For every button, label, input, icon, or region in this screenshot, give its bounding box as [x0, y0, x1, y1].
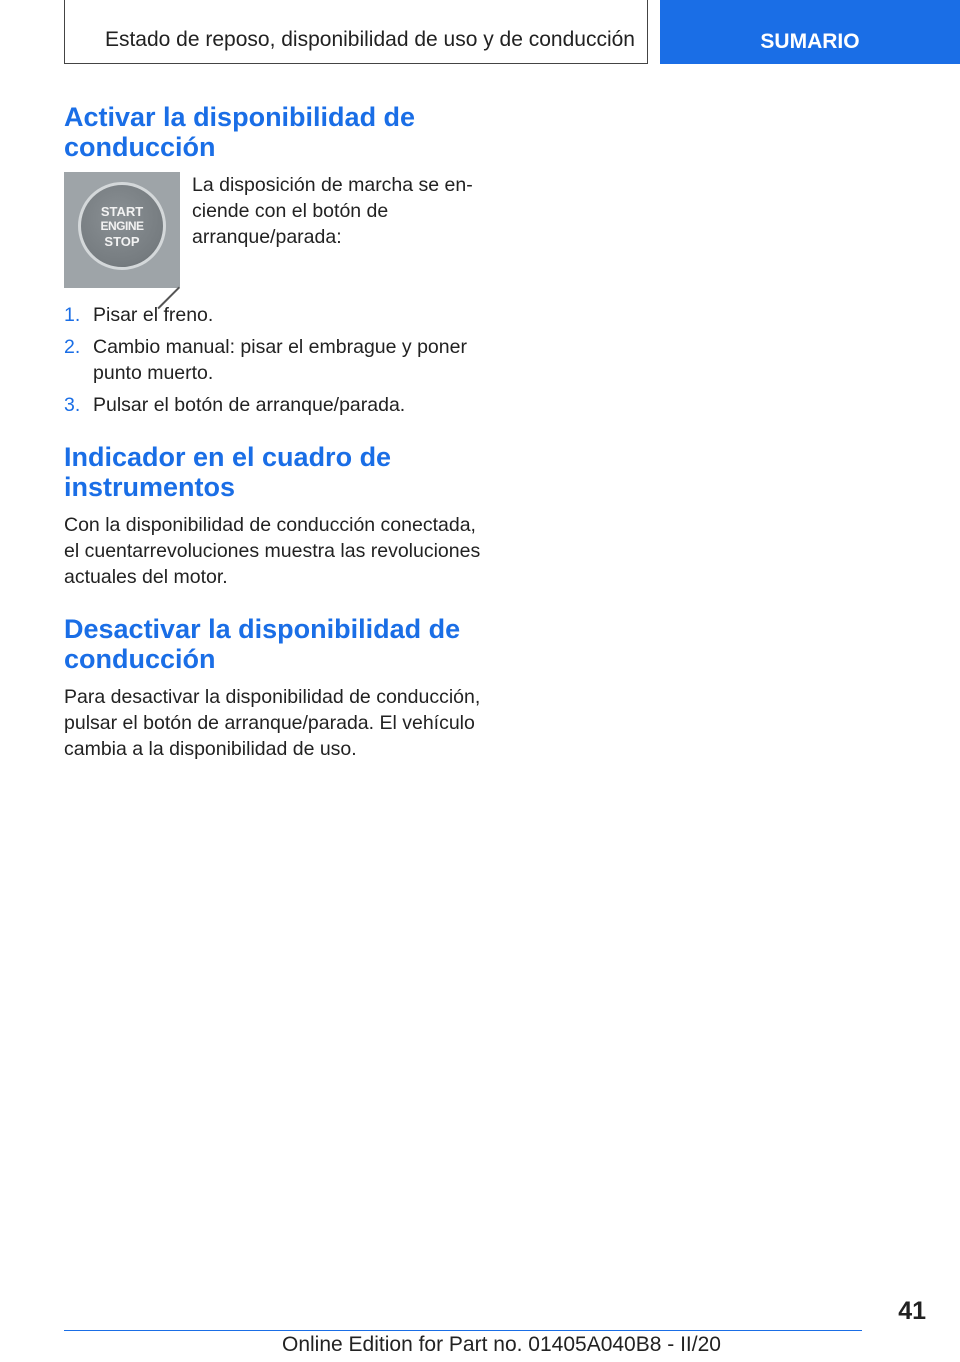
- section-intro: La disposición de marcha se enciende con el botón de arranque/parada:: [192, 174, 473, 248]
- image-label-stop: STOP: [104, 233, 140, 249]
- section-heading: Activar la disponibilidad de conducción: [64, 102, 416, 162]
- list-item: [64, 392, 484, 418]
- image-row: [64, 172, 484, 288]
- section-body: Con la disponibilidad de conducción conectada, el cuentarrevoluciones muestra las revoluciones actuales del motor.: [64, 514, 481, 588]
- edition-note: Online Edition for Part no. 01405A040B8 - II/20: [282, 1333, 721, 1356]
- footer-divider: [64, 1330, 862, 1331]
- step-text: Pisar el freno.: [93, 304, 214, 326]
- start-stop-button-image: [64, 172, 180, 288]
- sumario-button[interactable]: SUMARIO: [660, 0, 960, 64]
- main-content: [64, 102, 484, 786]
- step-number: 3.: [64, 394, 81, 416]
- step-number: 1.: [64, 304, 81, 326]
- start-engine-stop-icon: [78, 182, 166, 270]
- step-text: Pulsar el botón de arranque/parada.: [93, 394, 406, 416]
- section-indicador: [64, 442, 484, 590]
- section-desactivar: [64, 614, 484, 762]
- section-body: Para desactivar la disponibilidad de conducción, pulsar el botón de arranque/parada. El vehículo cambia a la disponibilidad de uso.: [64, 686, 481, 760]
- image-label-start: START: [100, 203, 144, 219]
- section-heading: Desactivar la disponibilidad de conducción: [64, 614, 461, 674]
- list-item: [64, 302, 484, 328]
- image-label-engine: ENGINE: [100, 218, 144, 233]
- section-activar: [64, 102, 484, 418]
- steps-list: [64, 302, 484, 418]
- step-number: 2.: [64, 336, 81, 358]
- header-frame: [64, 0, 648, 64]
- section-heading: Indicador en el cuadro de instrumentos: [64, 442, 392, 502]
- page-number: 41: [898, 1297, 926, 1325]
- list-item: [64, 334, 484, 386]
- chapter-title: Estado de reposo, disponibilidad de uso y de conducción: [104, 28, 635, 51]
- step-text: Cambio manual: pisar el embrague y poner punto muerto.: [93, 336, 467, 384]
